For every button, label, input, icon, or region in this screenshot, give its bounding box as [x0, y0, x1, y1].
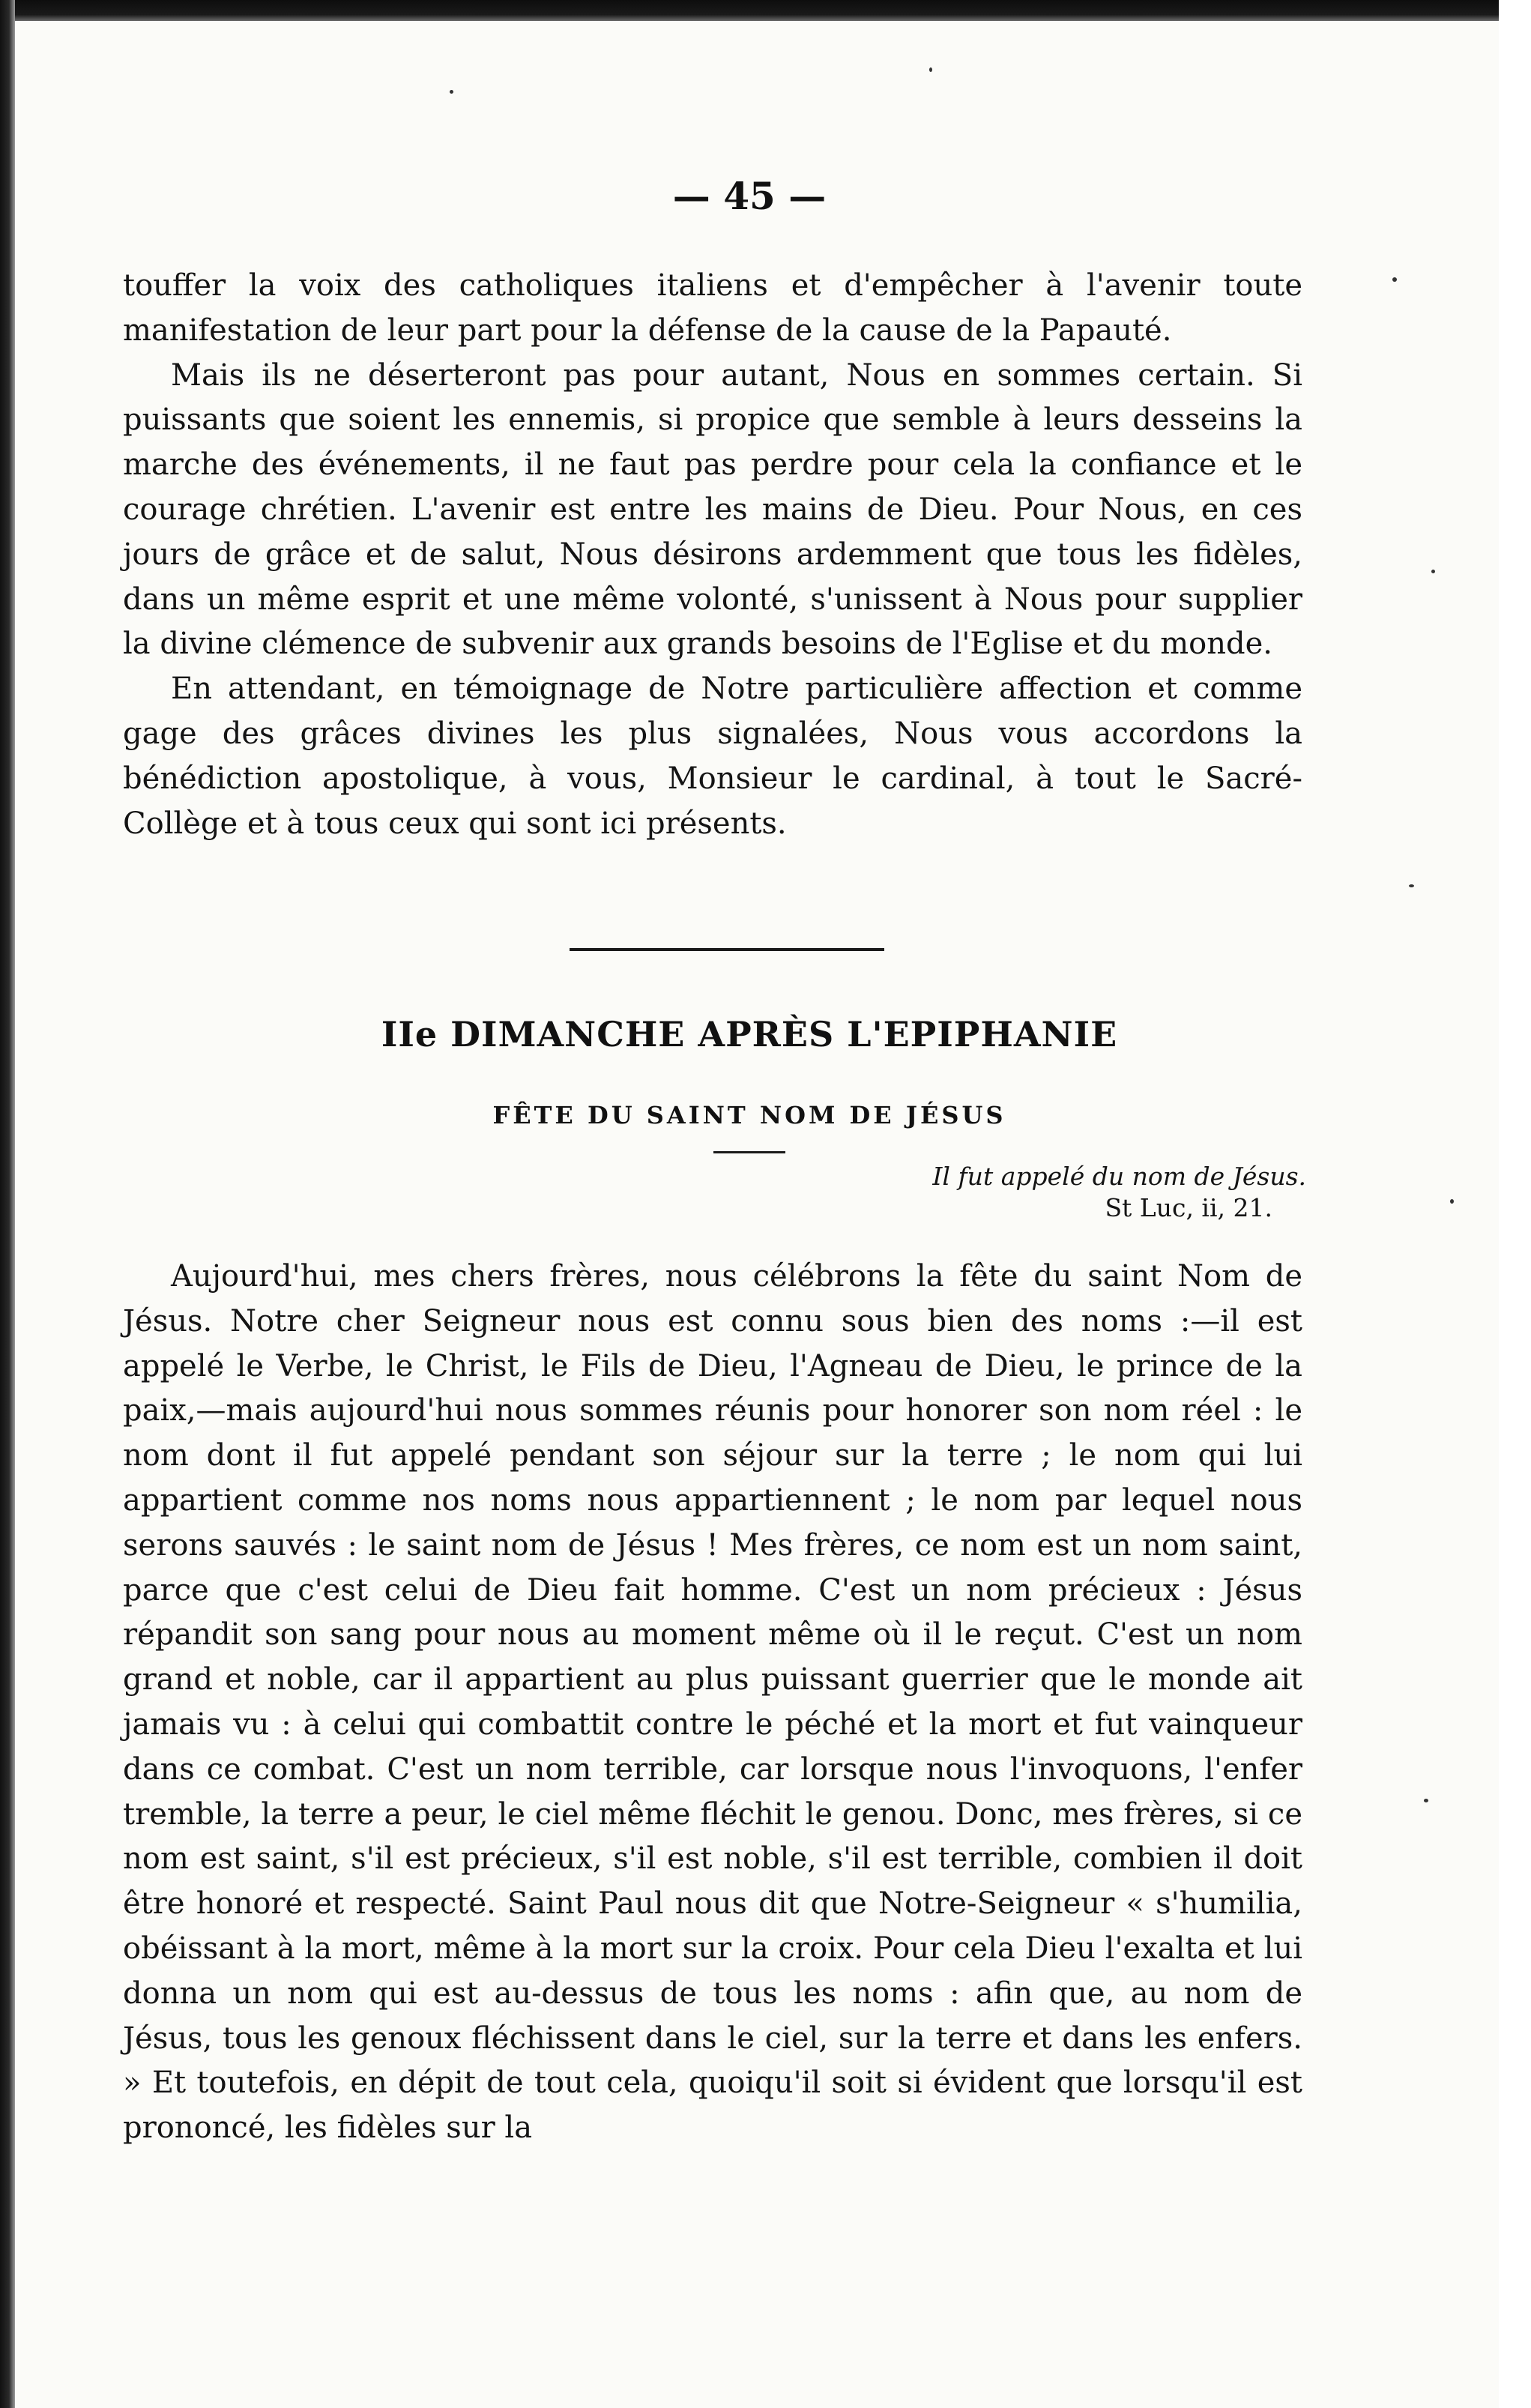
- scan-border-left: [0, 0, 15, 2408]
- section-heading: IIe DIMANCHE APRÈS L'EPIPHANIE: [381, 1014, 1118, 1054]
- top-text-block: [123, 264, 1302, 846]
- scan-speck: [929, 67, 932, 72]
- short-divider: [713, 1151, 785, 1153]
- section-subheading: FÊTE DU SAINT NOM DE JÉSUS: [492, 1101, 1006, 1129]
- scan-speck: [1450, 1199, 1454, 1204]
- paragraph-body: Mais ils ne déserteront pas pour autant, Nous en sommes certain. Si puissants que soient les ennemis, si propice que semble à leurs desseins la marche des événements, il ne faut pas perdre pour cela la confiance et le courage chrétien. L'avenir est entre les mains de Dieu. Pour Nous, en ces jours de grâce et de salut, Nous désirons ardemment que tous les fidèles, dans un même esprit et une même volonté, s'unissent à Nous pour supplier la divine clémence de subvenir aux grands besoins de l'Eglise et du monde.: [123, 357, 1302, 662]
- page-number: — 45 —: [672, 174, 827, 218]
- scan-margin-right: [1499, 0, 1531, 2408]
- scan-speck: [1409, 884, 1414, 887]
- sermon-paragraph: Aujourd'hui, mes chers frères, nous célébrons la fête du saint Nom de Jésus. Notre cher Seigneur nous est connu sous bien des noms :—il est appelé le Verbe, le Christ, le Fils de Dieu, l'Agneau de Dieu, le prince de la paix,—mais aujourd'hui nous sommes réunis pour honorer son nom réel : le nom dont il fut appelé pendant son séjour sur la terre ; le nom qui lui appartient comme nos noms nous appartiennent ; le nom par lequel nous serons sauvés : le saint nom de Jésus ! Mes frères, ce nom est un nom saint, parce que c'est celui de Dieu fait homme. C'est un nom précieux : Jésus répandit son sang pour nous au moment même où il le reçut. C'est un nom grand et noble, car il appartient au plus puissant guerrier que le monde ait jamais vu : à celui qui combattit contre le péché et la mort et fut vainqueur dans ce combat. C'est un nom terrible, car lorsque nous l'invoquons, l'enfer tremble, la terre a peur, le ciel même fléchit le genou. Donc, mes frères, si ce nom est saint, s'il est précieux, s'il est noble, s'il est terrible, combien il doit être honoré et respecté. Saint Paul nous dit que Notre-Seigneur « s'humilia, obéissant à la mort, même à la mort sur la croix. Pour cela Dieu l'exalta et lui donna un nom qui est au-dessus de tous les noms : afin que, au nom de Jésus, tous les genoux fléchissent dans le ciel, sur la terre et dans les enfers. » Et toutefois, en dépit de tout cela, quoiqu'il soit si évident que lorsqu'il est prononcé, les fidèles sur la: [123, 1259, 1302, 2146]
- epigraph-quote: Il fut appelé du nom de Jésus.: [932, 1162, 1306, 1191]
- scan-speck: [1424, 1799, 1428, 1802]
- scan-speck: [1431, 570, 1435, 573]
- scan-speck: [1392, 277, 1397, 282]
- sermon-text-block: [123, 1255, 1302, 2151]
- paragraph-continuation: touffer la voix des catholiques italiens et d'empêcher à l'avenir toute manifestation de leur part pour la défense de la cause de la Papauté.: [123, 268, 1302, 348]
- epigraph-reference: St Luc, ii, 21.: [1105, 1193, 1272, 1222]
- paragraph-closing: En attendant, en témoignage de Notre particulière affection et comme gage des grâces divines les plus signalées, Nous vous accordons la bénédiction apostolique, à vous, Monsieur le cardinal, à tout le Sacré-Collège et à tous ceux qui sont ici présents.: [123, 672, 1302, 841]
- section-divider: [570, 948, 884, 951]
- scan-speck: [450, 90, 453, 94]
- scan-border-top: [0, 0, 1499, 21]
